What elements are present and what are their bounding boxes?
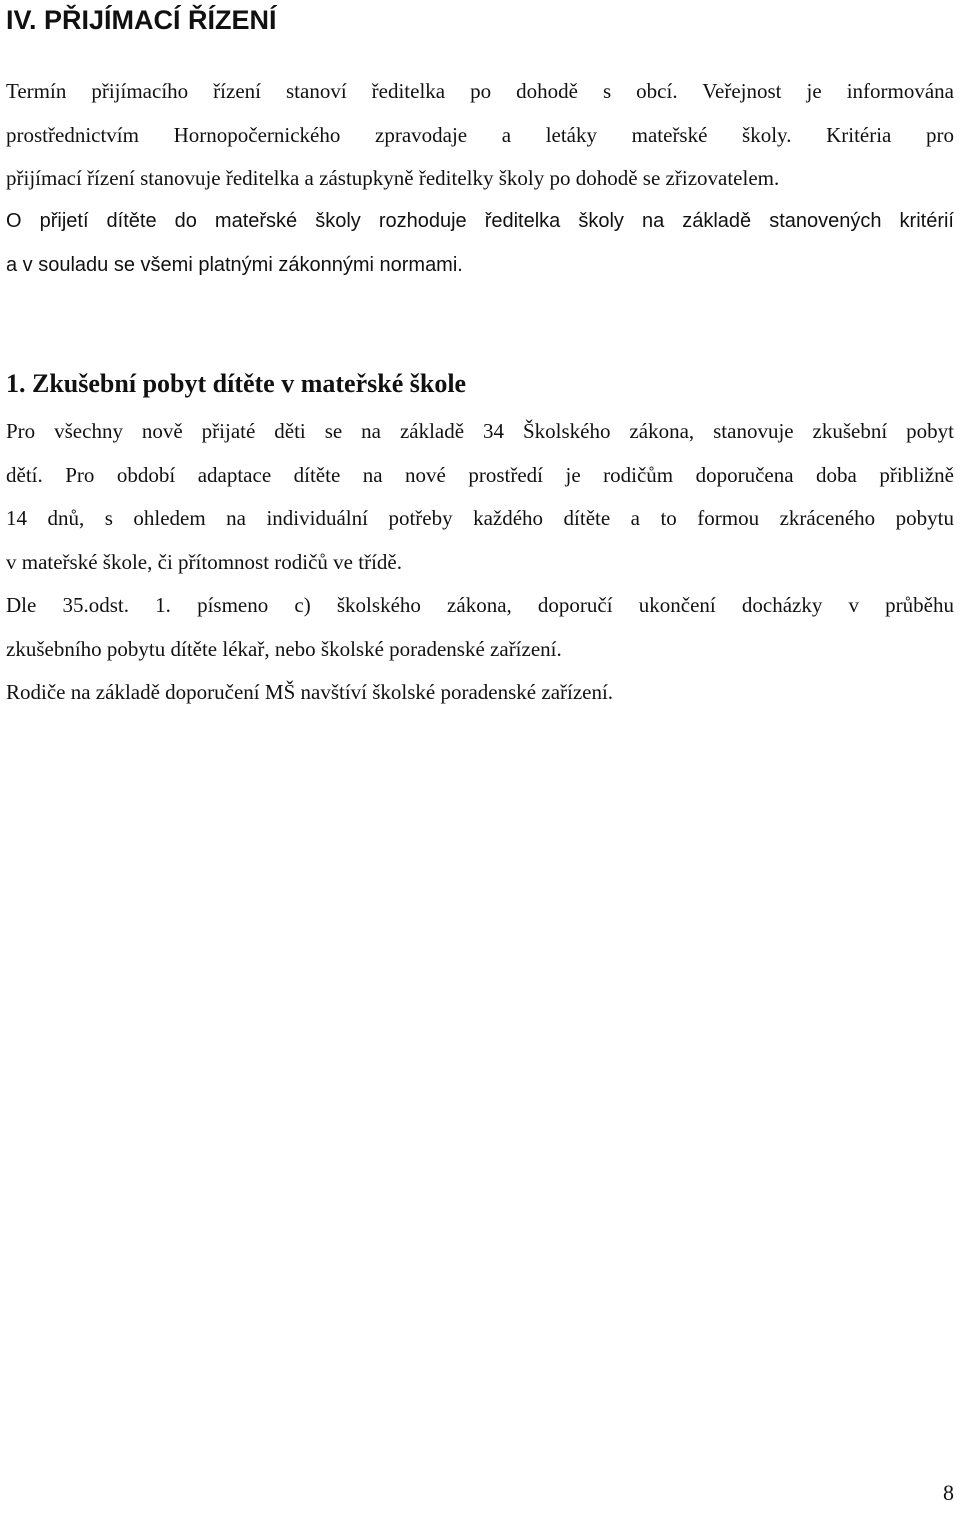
law-paragraph xyxy=(6,584,954,671)
trial-stay-paragraph xyxy=(6,410,954,584)
intro-line-2: prostřednictvím Hornopočernického zpravodaje a letáky mateřské školy. Kritéria pro xyxy=(6,122,954,147)
parents-line: Rodiče na základě doporučení MŠ navštíví školské poradenské zařízení. xyxy=(6,680,614,704)
admission-line-1: O přijetí dítěte do mateřské školy rozhoduje ředitelka školy na základě stanovených kritérií xyxy=(6,210,954,232)
page-number: 8 xyxy=(943,1480,954,1505)
trial-line-4: v mateřské škole, či přítomnost rodičů ve třídě. xyxy=(6,549,402,574)
intro-line-1: Termín přijímacího řízení stanoví ředitelka po dohodě s obcí. Veřejnost je informována xyxy=(6,79,954,103)
intro-paragraph xyxy=(6,70,954,201)
admission-line-2: a v souladu se všemi platnými zákonnými normami. xyxy=(6,253,463,276)
trial-line-2: dětí. Pro období adaptace dítěte na nové prostředí je rodičům doporučena doba přibližně xyxy=(6,462,954,487)
section-title: IV. PŘIJÍMACÍ ŘÍZENÍ xyxy=(6,5,277,35)
law-line-1: Dle 35.odst. 1. písmeno c) školského zákona, doporučí ukončení docházky v průběhu xyxy=(6,593,954,617)
trial-line-3: 14 dnů, s ohledem na individuální potřeby každého dítěte a to formou zkráceného pobytu xyxy=(6,506,954,530)
trial-stay-heading: 1. Zkušební pobyt dítěte v mateřské škole xyxy=(6,369,467,398)
law-line-2: zkušebního pobytu dítěte lékař, nebo školské poradenské zařízení. xyxy=(6,636,562,661)
parents-paragraph xyxy=(6,671,954,715)
admission-paragraph xyxy=(6,200,954,287)
trial-line-1: Pro všechny nově přijaté děti se na základě 34 Školského zákona, stanovuje zkušební pobyt xyxy=(6,419,954,443)
intro-line-3: přijímací řízení stanovuje ředitelka a zástupkyně ředitelky školy po dohodě se zřizovatelem. xyxy=(6,166,780,190)
